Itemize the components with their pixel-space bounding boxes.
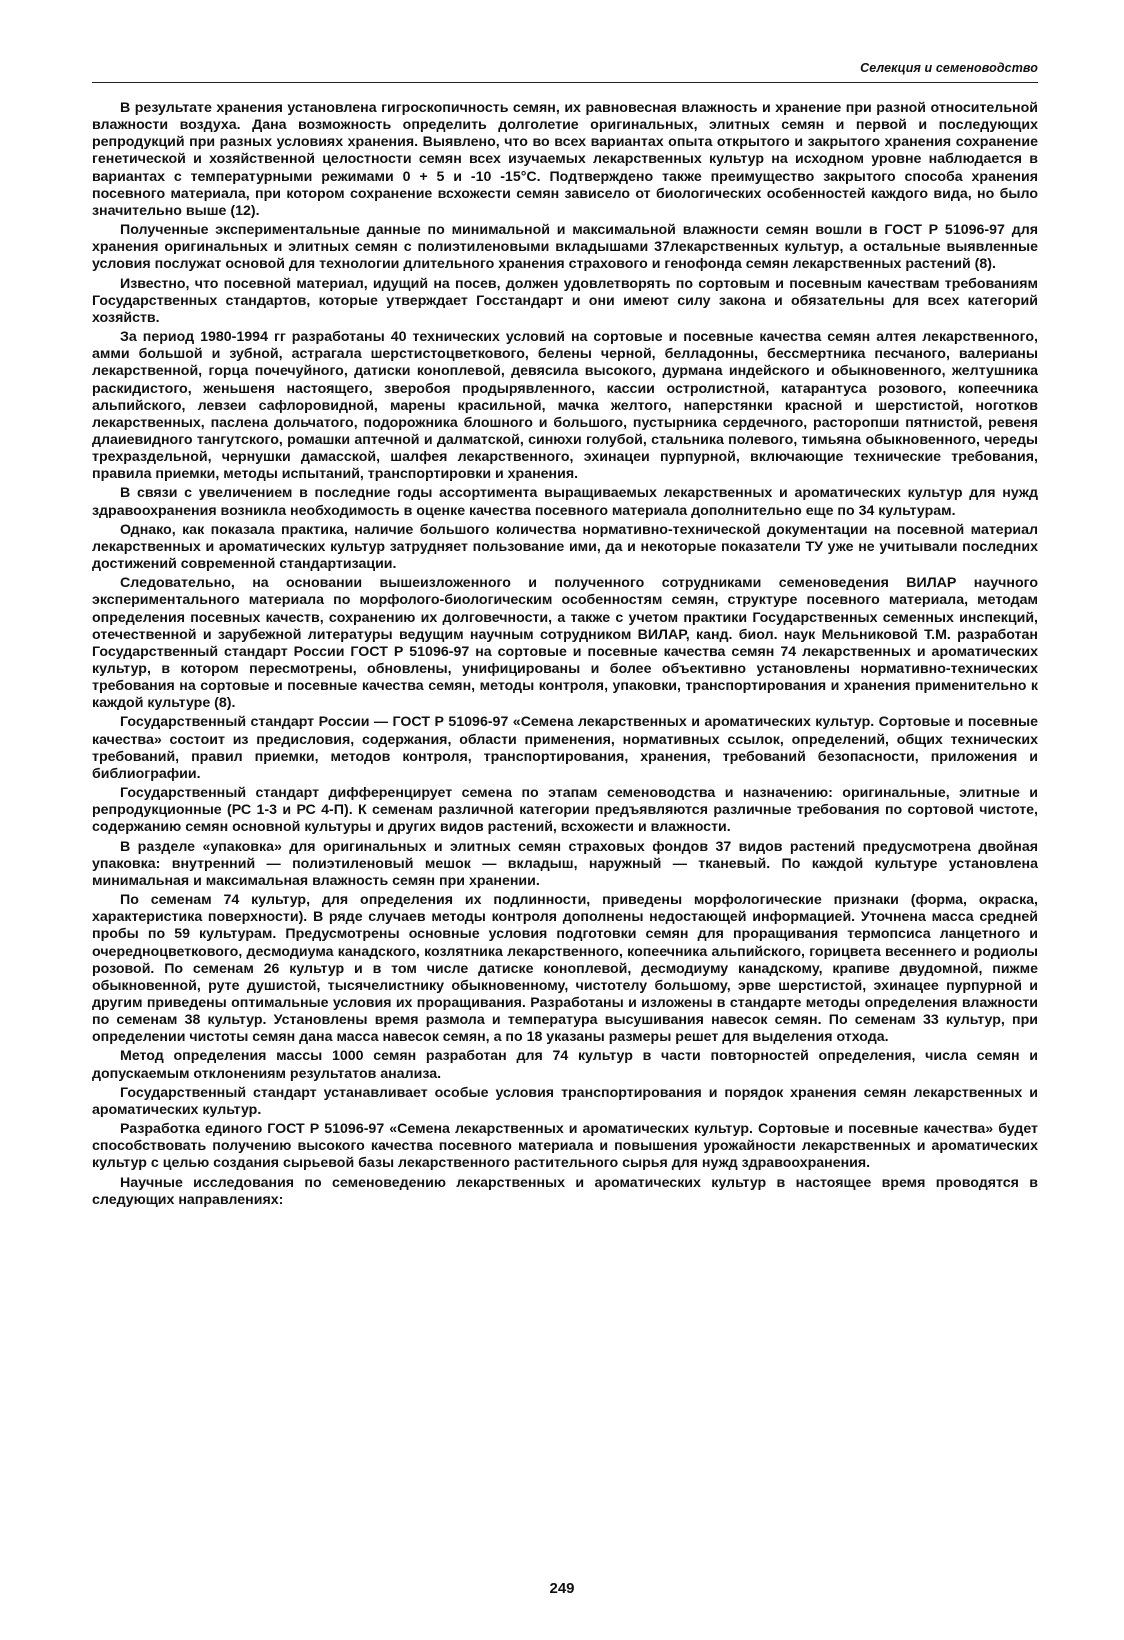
- paragraph: По семенам 74 культур, для определения их подлинности, приведены морфологические признаки (форма, окраска, характеристика поверхности). В ряде случаев методы контроля дополнены недостающей информацией. Уточнена масса средней пробы по 59 культурам. Предусмотрены основные условия подготовки семян для проращивания термопсиса ланцетного и очередноцветкового, десмодиума канадского, козлятника лекарственного, копеечника альпийского, горицвета весеннего и родиолы розовой. По семенам 26 культур и в том числе датиске коноплевой, десмодиуму канадскому, крапиве двудомной, пижме обыкновенной, руте душистой, тысячелистнику обыкновенному, чистотелу большому, эрве шерстистой, эхинацее пурпурной и другим приведены оптимальные условия их проращивания. Разработаны и изложены в стандарте методы определения влажности по семенам 38 культур. Установлены время размола и температура высушивания навесок семян. По семенам 33 культур, при определении чистоты семян дана масса навесок семян, а по 18 указаны размеры решет для выделения отхода.: [92, 892, 1038, 1046]
- running-header-title: Селекция и семеноводство: [860, 61, 1038, 75]
- running-header: [92, 60, 1038, 83]
- paragraph: Государственный стандарт дифференцирует семена по этапам семеноводства и назначению: оригинальные, элитные и репродукционные (РС 1-3 и РС 4-П). К семенам различной категории предъявляются различные требования по сортовой чистоте, содержанию семян основной культуры и других видов растений, всхожести и влажности.: [92, 785, 1038, 836]
- paragraph: Однако, как показала практика, наличие большого количества нормативно-технической документации на посевной материал лекарственных и ароматических культур затрудняет пользование ими, да и некоторые показатели ТУ уже не учитывали последних достижений современной стандартизации.: [92, 521, 1038, 573]
- paragraph: Научные исследования по семеноведению лекарственных и ароматических культур в настоящее время проводятся в следующих направлениях:: [92, 1174, 1038, 1208]
- paragraph: Разработка единого ГОСТ Р 51096-97 «Семена лекарственных и ароматических культур. Сортовые и посевные качества» будет способствовать получению высокого качества посевного материала и повышения урожайности лекарственных и ароматических культур с целью создания сырьевой базы лекарственного растительного сырья для нужд здравоохранения.: [92, 1121, 1038, 1172]
- paragraph: В связи с увеличением в последние годы ассортимента выращиваемых лекарственных и ароматических культур для нужд здравоохранения возникла необходимость в оценке качества посевного материала дополнительно еще по 34 культурам.: [92, 485, 1038, 519]
- paragraph: В результате хранения установлена гигроскопичность семян, их равновесная влажность и хранение при разной относительной влажности воздуха. Дана возможность определить долголетие оригинальных, элитных семян и первой и последующих репродукций при разных условиях хранения. Выявлено, что во всех вариантах опыта открытого и закрытого хранения сохранение генетической и хозяйственной целостности семян всех изучаемых лекарственных культур на исходном уровне наблюдается в вариантах с температурными режимами 0 + 5 и -10 -15°С. Подтверждено также преимущество закрытого способа хранения посевного материала, при котором сохранение всхожести семян зависело от биологических особенностей каждого вида, но было значительно выше (12).: [92, 100, 1038, 219]
- article-body: [92, 100, 1038, 1211]
- paragraph: Известно, что посевной материал, идущий на посев, должен удовлетворять по сортовым и посевным качествам требованиям Государственных стандартов, которые утверждает Госстандарт и они имеют силу закона и обязательны для всех категорий хозяйств.: [92, 275, 1038, 326]
- paragraph: Метод определения массы 1000 семян разработан для 74 культур в части повторностей определения, числа семян и допускаемым отклонениям результатов анализа.: [92, 1048, 1038, 1082]
- paragraph: Следовательно, на основании вышеизложенного и полученного сотрудниками семеноведения ВИЛАР научного экспериментального материала по морфолого-биологическим особенностям семян, структуре посевного материала, методам определения посевных качеств, сохранению их долговечности, а также с учетом практики Государственных семенных инспекций, отечественной и зарубежной литературы ведущим научным сотрудником ВИЛАР, канд. биол. наук Мельниковой Т.М. разработан Государственный стандарт России ГОСТ Р 51096-97 на сортовые и посевные качества семян 74 лекарственных и ароматических культур, в котором пересмотрены, обновлены, унифицированы и более объективно установлены нормативно-технических требования на сортовые и посевные качества семян, методы контроля, упаковки, транспортирования и хранения применительно к каждой культуре (8).: [92, 575, 1038, 712]
- paragraph: Государственный стандарт устанавливает особые условия транспортирования и порядок хранения семян лекарственных и ароматических культур.: [92, 1084, 1038, 1118]
- paragraph: В разделе «упаковка» для оригинальных и элитных семян страховых фондов 37 видов растений предусмотрена двойная упаковка: внутренний — полиэтиленовый мешок — вкладыш, наружный — тканевый. По каждой культуре установлена минимальная и максимальная влажность семян при хранении.: [92, 838, 1038, 889]
- page-number: 249: [549, 1580, 575, 1597]
- paragraph: За период 1980-1994 гг разработаны 40 технических условий на сортовые и посевные качества семян алтея лекарственного, амми большой и зубной, астрагала шерстистоцветкового, белены черной, белладонны, бессмертника песчаного, валерианы лекарственной, горца почечуйного, датиски коноплевой, девясила высокого, дурмана индейского и обыкновенного, желтушника раскидистого, женьшеня настоящего, зверобоя продырявленного, кассии остролистной, катарантуса розового, копеечника альпийского, левзеи сафлоровидной, марены красильной, мачка желтого, наперстянки красной и шерстистой, ноготков лекарственных, паслена дольчатого, подорожника блошного и большого, пустырника сердечного, расторопши пятнистой, ревеня длаиевидного тангутского, ромашки аптечной и далматской, синюхи голубой, стальника полевого, тимьяна обыкновенного, череды трехраздельной, чернушки дамасской, шалфея лекарственного, эхинацеи пурпурной, включающие технические требования, правила приемки, методы испытаний, транспортировки и хранения.: [92, 329, 1038, 483]
- paragraph: Государственный стандарт России — ГОСТ Р 51096-97 «Семена лекарственных и ароматических культур. Сортовые и посевные качества» состоит из предисловия, содержания, области применения, нормативных ссылок, определений, общих технических требований, правил приемки, методов контроля, транспортирования, хранения, требований безопасности, приложения и библиографии.: [92, 714, 1038, 782]
- paragraph: Полученные экспериментальные данные по минимальной и максимальной влажности семян вошли в ГОСТ Р 51096-97 для хранения оригинальных и элитных семян с полиэтиленовыми вкладышами 37лекарственных культур, а остальные выявленные условия послужат основой для технологии длительного хранения страхового и генофонда семян лекарственных растений (8).: [92, 222, 1038, 273]
